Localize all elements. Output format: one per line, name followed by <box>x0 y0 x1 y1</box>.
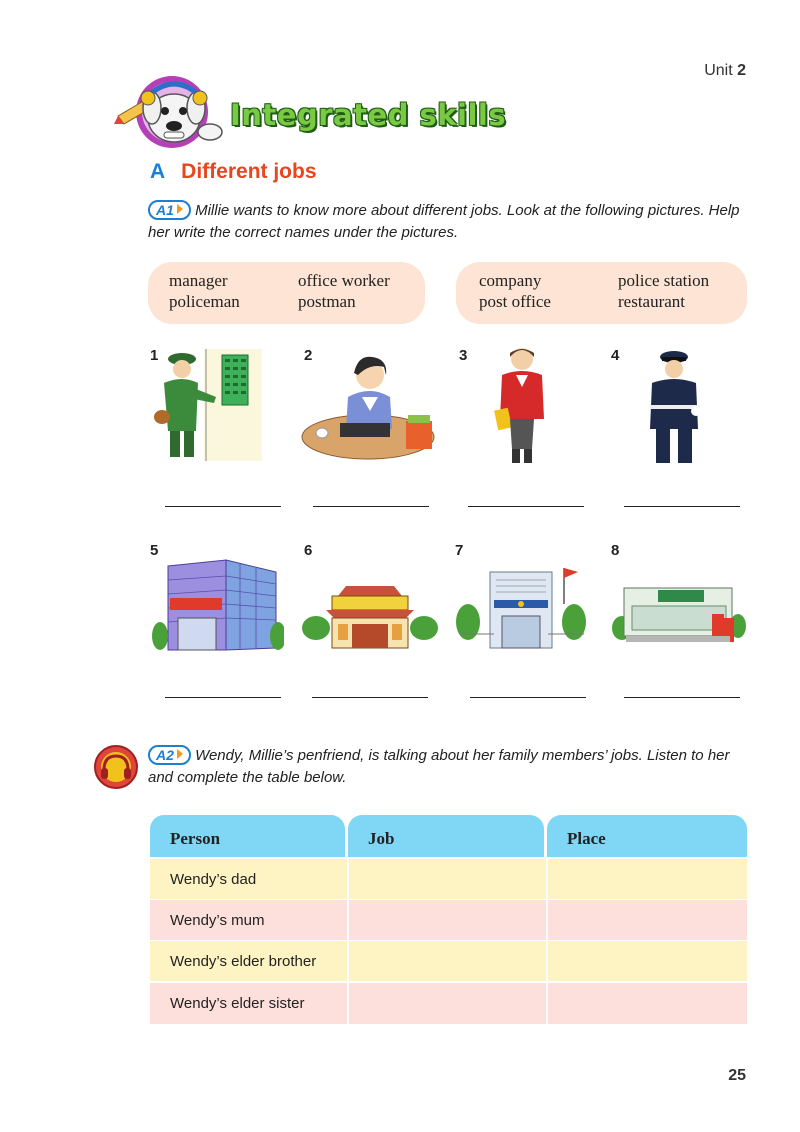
cell-place[interactable] <box>546 983 747 1024</box>
cell-job[interactable] <box>347 941 546 981</box>
cell-job[interactable] <box>347 900 546 940</box>
answer-line[interactable] <box>624 697 740 698</box>
cell-job[interactable] <box>347 859 546 899</box>
table-header-job: Job <box>348 815 544 857</box>
cell-job[interactable] <box>347 983 546 1024</box>
table-row <box>150 900 747 940</box>
table-header-person: Person <box>150 815 345 857</box>
a2-text: Wendy, Millie’s penfriend, is talking about her family members’ jobs. Listen to her and complete the table below. <box>148 747 730 786</box>
word-box-jobs <box>148 262 425 324</box>
cell-person: Wendy’s elder brother <box>170 952 317 970</box>
word-item: postman <box>298 292 356 311</box>
word-item: post office <box>479 292 551 311</box>
play-arrow-icon <box>177 749 183 759</box>
answer-line[interactable] <box>312 697 428 698</box>
answer-line[interactable] <box>165 697 281 698</box>
word-item: police station <box>618 271 710 290</box>
cell-place[interactable] <box>546 859 747 899</box>
a1-text: Millie wants to know more about different jobs. Look at the following pictures. Help her write the correct names under the pictures. <box>148 202 740 241</box>
cell-person: Wendy’s mum <box>170 911 265 929</box>
picture-number: 2 <box>304 347 313 364</box>
office-worker-icon <box>300 345 440 463</box>
word-box-places <box>456 262 747 324</box>
word-item: manager <box>169 271 228 290</box>
post-office-building-icon <box>612 578 746 650</box>
picture-number: 4 <box>611 347 620 364</box>
answer-line[interactable] <box>624 506 740 507</box>
picture-number: 8 <box>611 542 620 559</box>
picture-number: 1 <box>150 347 159 364</box>
section-title: Different jobs <box>181 160 317 183</box>
cell-person: Wendy’s dad <box>170 870 257 888</box>
word-item: policeman <box>169 292 240 311</box>
a1-instruction <box>148 200 748 244</box>
cell-place[interactable] <box>546 941 747 981</box>
word-item: restaurant <box>618 292 686 311</box>
a2-instruction <box>148 745 748 789</box>
section-heading <box>150 160 317 184</box>
answer-line[interactable] <box>165 506 281 507</box>
page-title: Integrated skills <box>230 98 507 132</box>
table-row <box>150 983 747 1024</box>
police-station-building-icon <box>456 564 588 656</box>
a1-tag: A1 <box>148 200 191 220</box>
answer-line[interactable] <box>468 506 584 507</box>
play-arrow-icon <box>177 204 183 214</box>
page-number: 25 <box>728 1067 746 1084</box>
picture-number: 3 <box>459 347 468 364</box>
table-row <box>150 859 747 899</box>
section-letter: A <box>150 160 166 183</box>
policeman-icon <box>640 345 710 467</box>
listening-icon <box>92 744 140 790</box>
mascot-dog-icon <box>112 66 234 150</box>
cell-place[interactable] <box>546 900 747 940</box>
jobs-table <box>150 815 747 1025</box>
answer-line[interactable] <box>313 506 429 507</box>
manager-icon <box>488 345 558 465</box>
unit-label: Unit 2 <box>704 62 746 79</box>
postman-icon <box>150 345 270 463</box>
cell-person: Wendy’s elder sister <box>170 995 305 1012</box>
table-header-place: Place <box>547 815 747 857</box>
picture-number: 7 <box>455 542 464 559</box>
picture-number: 5 <box>150 542 159 559</box>
restaurant-building-icon <box>302 578 438 650</box>
company-building-icon <box>152 556 284 656</box>
a2-tag: A2 <box>148 745 191 765</box>
answer-line[interactable] <box>470 697 586 698</box>
picture-number: 6 <box>304 542 313 559</box>
table-row <box>150 941 747 981</box>
word-item: company <box>479 271 542 290</box>
word-item: office worker <box>298 271 390 290</box>
